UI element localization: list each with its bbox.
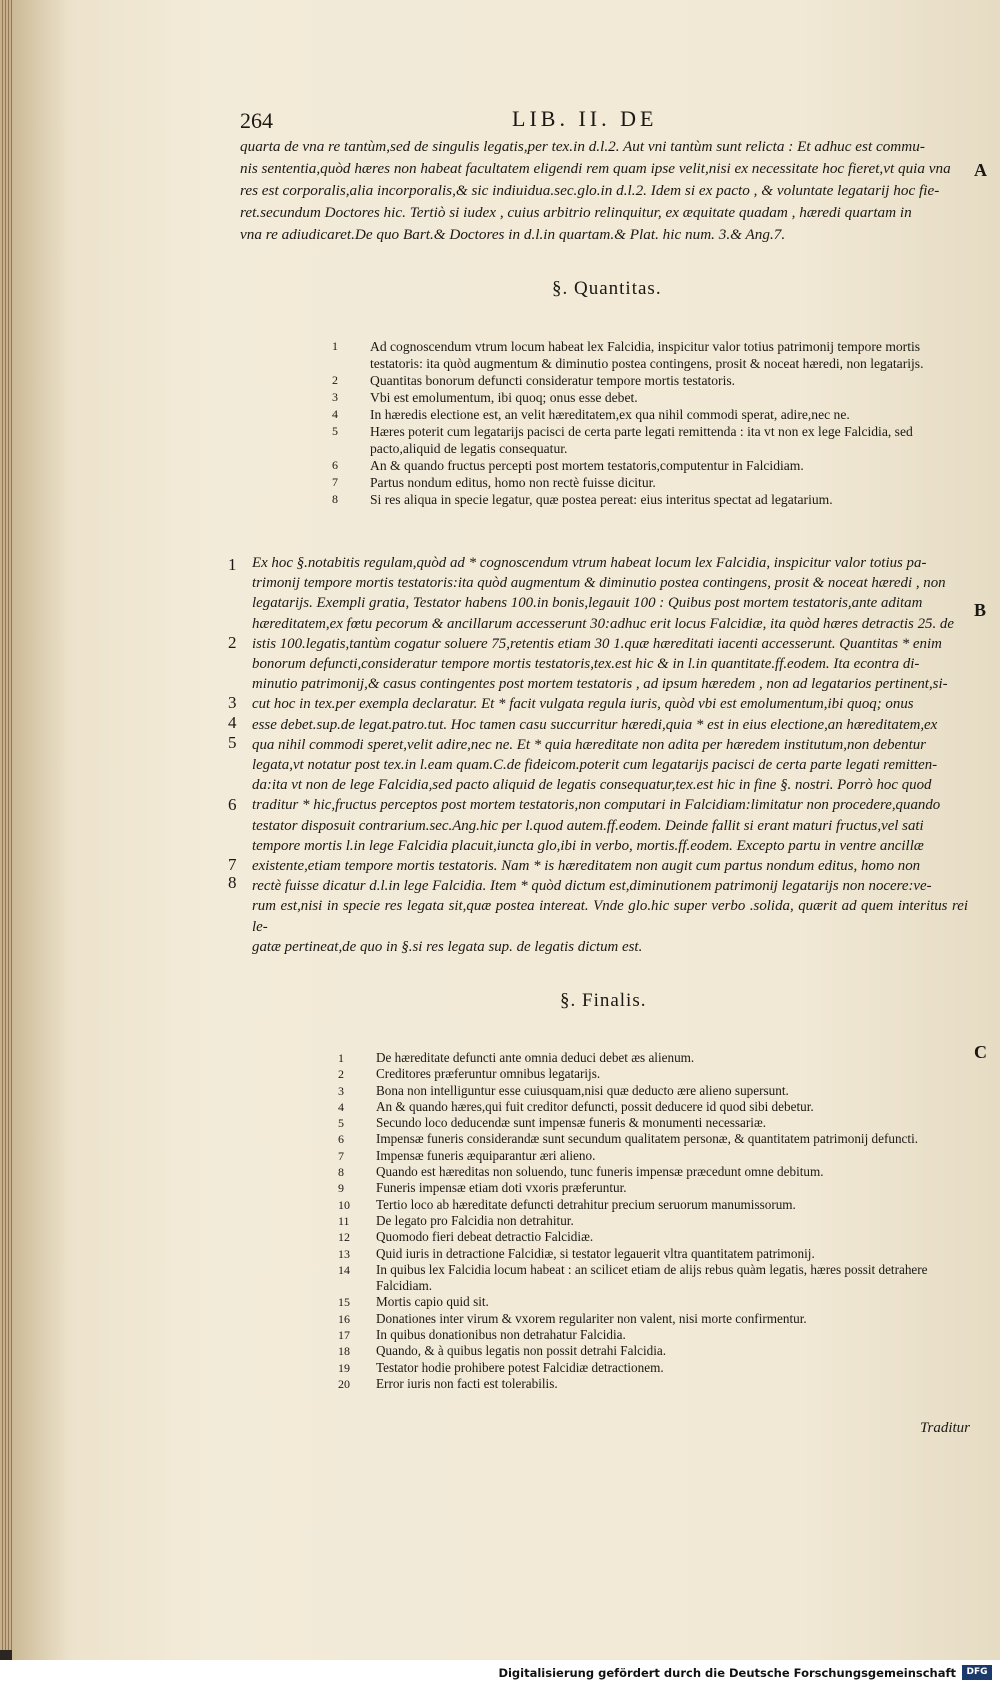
item-text: Vbi est emolumentum, ibi quoq; onus esse debet. [370,390,638,405]
text-line: trimonij tempore mortis testatoris:ita quòd augmentum & diminutio postea contingens, prosit & noceat hæredi , non [252,575,946,592]
item-text: De legato pro Falcidia non detrahitur. [376,1212,574,1228]
funding-notice: Digitalisierung gefördert durch die Deutsche Forschungsgemeinschaft [498,1666,956,1680]
side-number: 6 [228,795,237,814]
running-head: LIB. II. DE [512,106,658,131]
margin-letter-c: C [974,1042,987,1062]
item-number: 6 [338,1132,344,1147]
list-item [338,1376,966,1392]
item-text: Partus nondum editus, homo non rectè fuisse dicitur. [370,475,656,490]
item-text: Mortis capio quid sit. [376,1294,489,1310]
dfg-logo: DFG [962,1665,992,1680]
list-item [332,406,972,423]
list-item [332,457,972,474]
list-item [332,338,972,372]
text-line: legatarijs. Exempli gratia, Testator habens 100.in bonis,legauit 100 : Quibus post mortem testatoris,ante aditam [252,595,923,612]
item-number: 7 [332,475,338,489]
list-item [332,474,972,491]
item-text: Error iuris non facti est tolerabilis. [376,1375,558,1391]
item-text: Bona non intelliguntur esse cuiusquam,nisi quæ deducto ære alieno supersunt. [376,1082,789,1098]
item-number: 11 [338,1213,350,1228]
item-number: 5 [338,1116,344,1131]
item-text: An & quando fructus percepti post mortem testatoris,computentur in Falcidiam. [370,458,804,473]
item-text: Tertio loco ab hæreditate defuncti detrahitur precium seruorum manumissorum. [376,1196,796,1212]
item-text: In quibus donationibus non detrahatur Falcidia. [376,1327,626,1343]
item-number: 2 [338,1067,344,1082]
list-item [338,1115,966,1131]
top-paragraph [240,136,960,246]
section-heading-finalis: §. Finalis. [560,990,647,1011]
item-number: 18 [338,1344,350,1359]
item-number: 6 [332,458,338,472]
item-number: 4 [332,407,338,421]
text-line: existente,etiam tempore mortis testatoris. Nam * is hæreditatem non augit cum partus nondum editus, homo non [252,858,921,875]
item-number: 8 [332,492,338,506]
item-number: 17 [338,1328,350,1343]
item-number: 14 [338,1262,350,1277]
text-line: minutio patrimonij,& casus contingentes post mortem testatoris , ad ipsum hæredem , non ad legatarios pertinent,si- [252,676,948,693]
item-text: Ad cognoscendum vtrum locum habeat lex Falcidia, inspicitur valor totius patrimonij tempore mortis testatoris: ita quòd augmentum & diminutio postea contingens, prosit & noceat hæredi, non legatarijs. [370,339,924,371]
list-item [338,1343,966,1359]
text-line: da:ita vt non de lege Falcidia,sed pacto aliquid de legatis consequatur,tex.est hic in fine §. nostri. Porrò hoc quod [252,777,932,794]
item-number: 16 [338,1311,350,1326]
commentary-paragraph-quantitas [252,553,968,957]
list-item [338,1213,966,1229]
item-text: Funeris impensæ etiam doti vxoris præferuntur. [376,1180,627,1196]
item-number: 9 [338,1181,344,1196]
item-number: 10 [338,1197,350,1212]
side-number: 2 [228,633,237,652]
side-number: 5 [228,733,237,752]
side-number: 7 [228,855,237,874]
item-number: 3 [332,390,338,404]
text-line: quarta de vna re tantùm,sed de singulis legatis,per tex.in d.l.2. Aut vni tantùm sunt relicta : Et adhuc est commu- [240,138,925,155]
list-item [338,1083,966,1099]
list-item [338,1294,966,1310]
list-item [338,1360,966,1376]
item-number: 4 [338,1099,344,1114]
item-number: 7 [338,1148,344,1163]
item-text: Quid iuris in detractione Falcidiæ, si testator legauerit vltra quantitatem patrimonij. [376,1245,815,1261]
section-heading-quantitas: §. Quantitas. [552,278,662,299]
side-number: 8 [228,873,237,892]
list-item [338,1164,966,1180]
digitization-footer [0,1660,1000,1686]
text-line: rectè fuisse dicatur d.l.in lege Falcidia. Item * quòd dictum est,diminutionem patrimonij legatarijs non nocere:ve- [252,878,932,895]
item-number: 12 [338,1230,350,1245]
item-text: In hæredis electione est, an velit hæreditatem,ex qua nihil commodi sperat, adire,nec ne. [370,407,850,422]
item-text: Impensæ funeris considerandæ sunt secundum qualitatem personæ, & quantitatem patrimonij defuncti. [376,1131,919,1147]
text-line: Ex hoc §.notabitis regulam,quòd ad * cognoscendum vtrum habeat locum lex Falcidia, inspicitur valor totius pa- [252,555,927,571]
side-number: 4 [228,713,237,732]
margin-letter-a: A [974,160,987,180]
text-line: hæreditatem,ex fœtu pecorum & ancillarum accesserunt 30:adhuc erit locus Falcidiæ, ita quòd hæres detractis 25. de [252,615,954,632]
text-line: nis sententia,quòd hæres non habeat facultatem eligendi rem quam ipse velit,nisi ex necessitate hoc fieret,vt quia vna [240,160,951,177]
text-line: res est corporalis,alia incorporalis,& sic indiuidua.sec.glo.in d.l.2. Idem si ex pacto , & voluntate legatarij hoc fie- [240,182,940,199]
summary-list-quantitas [332,338,972,508]
text-line: cut hoc in tex.per exempla declaratur. Et * facit vulgata regula iuris, quòd vbi est emolumentum,ibi quoq; onus [252,696,914,713]
summary-list-finalis [338,1050,966,1392]
text-line: legata,vt notatur post tex.in l.eam quam.C.de fideicom.poterit cum legatarijs pacisci de certa parte legati remitten- [252,757,938,774]
list-item [338,1099,966,1115]
list-item [332,389,972,406]
list-item [332,491,972,508]
side-number: 1 [228,555,237,574]
item-text: Secundo loco deducendæ sunt impensæ funeris & monumenti necessariæ. [376,1115,767,1131]
item-text: Donationes inter virum & vxorem regulariter non valent, nisi morte confirmentur. [376,1310,807,1326]
item-text: Creditores præferuntur omnibus legatarijs. [376,1066,601,1082]
text-line: vna re adiudicaret.De quo Bart.& Doctores in d.l.in quartam.& Plat. hic num. 3.& Ang.7. [240,226,786,243]
text-line: ret.secundum Doctores hic. Tertiò si iudex , cuius arbitrio relinquitur, ex æquitate quadam , hæredi quartam in [240,204,912,221]
item-number: 5 [332,424,338,438]
text-line: bonorum defuncti,consideratur tempore mortis testatoris,tex.est hic & in l.in quantitate.ff.eodem. Ita econtra di- [252,656,920,673]
text-line: gatæ pertineat,de quo in §.si res legata sup. de legatis dictum est. [252,938,643,955]
list-item [338,1180,966,1196]
item-text: Quando, & à quibus legatis non possit detrahi Falcidia. [376,1343,667,1359]
item-number: 13 [338,1246,350,1261]
list-item [338,1229,966,1245]
text-line: esse debet.sup.de legat.patro.tut. Hoc tamen casu succurritur hæredi,quia * est in eius electione,an hæreditatem,ex [252,716,938,733]
item-text: Hæres poterit cum legatarijs pacisci de certa parte legati remittenda : ita vt non ex lege Falcidia, sed pacto,aliquid de legatis consequatur. [370,424,913,456]
item-text: Quomodo fieri debeat detractio Falcidiæ. [376,1229,594,1245]
item-text: In quibus lex Falcidia locum habeat : an scilicet etiam de alijs rebus quàm legatis, hæres possit detrahere Falcidiam. [376,1261,928,1294]
text-line: istis 100.legatis,tantùm cogatur soluere 75,retentis etiam 30 1.quæ hæreditati iacenti accesserunt. Quantitas * enim [252,635,942,652]
page-number: 264 [240,108,273,133]
item-number: 15 [338,1295,350,1310]
item-number: 1 [338,1051,344,1065]
text-line: rum est,nisi in specie res legata sit,quæ postea intereat. Vnde glo.hic super verbo .solida, quærit ad quem interitus rei le- [252,898,968,935]
item-number: 1 [332,339,338,353]
list-item [338,1050,966,1066]
item-number: 20 [338,1376,350,1391]
item-text: Quando est hæreditas non soluendo, tunc funeris impensæ præcedunt omne debitum. [376,1164,824,1180]
text-line: testator disposuit contrarium.sec.Ang.hic per l.quod autem.ff.eodem. Deinde fallit si erant maturi fructus,vel sati [252,817,924,834]
book-page [12,0,1000,1660]
list-item [332,423,972,457]
item-number: 3 [338,1083,344,1098]
text-line: tempore mortis l.in lege Falcidia placuit,iuncta glo,ibi in verbo, mortis.ff.eodem. Excepto partu in ventre ancillæ [252,837,924,854]
item-text: An & quando hæres,qui fuit creditor defuncti, possit deducere id quod sibi debetur. [376,1098,814,1114]
list-item [338,1262,966,1295]
item-text: Impensæ funeris æquiparantur æri alieno. [376,1147,596,1163]
list-item [338,1197,966,1213]
item-number: 8 [338,1165,344,1180]
list-item [338,1131,966,1147]
list-item [338,1148,966,1164]
list-item [338,1066,966,1082]
list-item [332,372,972,389]
list-item [338,1327,966,1343]
text-line: traditur * hic,fructus perceptos post mortem testatoris,non computari in Falcidiam:limitatur non procedere,quando [252,797,941,814]
item-number: 2 [332,373,338,387]
item-text: De hæreditate defuncti ante omnia deduci debet æs alienum. [376,1050,695,1065]
item-number: 19 [338,1360,350,1375]
list-item [338,1246,966,1262]
item-text: Quantitas bonorum defuncti consideratur tempore mortis testatoris. [370,373,736,388]
item-text: Testator hodie prohibere potest Falcidiæ detractionem. [376,1359,664,1375]
item-text: Si res aliqua in specie legatur, quæ postea pereat: eius interitus spectat ad legatarium. [370,492,833,507]
catchword: Traditur [919,1420,970,1436]
text-line: qua nihil commodi speret,velit adire,nec ne. Et * quia hæreditate non adita per hæredem institutum,non debentur [252,736,926,753]
side-number: 3 [228,693,237,712]
list-item [338,1311,966,1327]
margin-letter-b: B [974,600,987,620]
